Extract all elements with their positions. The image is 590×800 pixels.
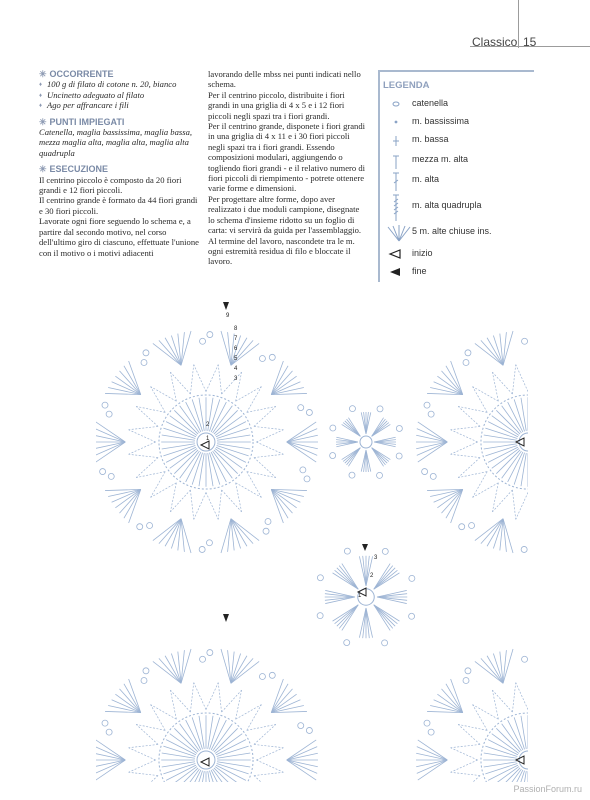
instructions-column-1 — [39, 69, 199, 258]
section-name: Classico — [472, 35, 518, 49]
round-label: 8 — [234, 326, 238, 332]
round-label: 3 — [374, 555, 378, 561]
legend-label: m. bassissima — [412, 116, 470, 126]
round-label: 7 — [234, 336, 238, 342]
slip-stitch-symbol-icon — [386, 116, 406, 128]
materials-item: ♦ Ago per affrancare i fili — [39, 100, 199, 110]
large-motif-bottom-right — [416, 649, 528, 782]
cluster-symbol-icon — [386, 224, 412, 242]
body-paragraph: Per progettare altre forme, dopo aver realizzato i due moduli campione, disegnate lo schema d'insieme ridotto su un foglio di carta: vi servirà da guida per l'assemblaggio. Al termine del lavoro, nascondete tra le m. ogni estremità residua di filo e bloccate il lavoro. — [208, 193, 362, 267]
round-label: 3 — [234, 376, 238, 382]
legend-title: LEGENDA — [383, 80, 430, 91]
round-label: 1 — [358, 593, 362, 599]
legend-label: m. bassa — [412, 134, 449, 144]
materials-item: ♦ 100 g di filato di cotone n. 20, bianco — [39, 79, 199, 89]
half-double-symbol-icon — [386, 154, 406, 170]
esecuzione-paragraph: Il centrino grande è formato da 44 fiori grandi e 30 fiori piccoli. — [39, 195, 198, 216]
legend-label: m. alta quadrupla — [412, 200, 482, 210]
materials-item: ♦ Uncinetto adeguato al filato — [39, 90, 199, 100]
esecuzione-title: ✳ ESECUZIONE — [39, 164, 109, 175]
double-crochet-symbol-icon — [386, 172, 406, 192]
instructions-column-2 — [208, 69, 368, 267]
round-label: 9 — [226, 313, 230, 319]
legend-label: catenella — [412, 98, 449, 108]
legend-top-rule — [378, 70, 534, 72]
chain-symbol-icon — [386, 98, 406, 110]
legend-box — [378, 70, 534, 282]
legend-label: 5 m. alte chiuse ins. — [412, 226, 492, 236]
watermark: PassionForum.ru — [513, 784, 582, 794]
round-label: 2 — [206, 422, 210, 428]
single-crochet-symbol-icon — [386, 134, 406, 148]
legend-label: m. alta — [412, 174, 440, 184]
body-paragraph: Per il centrino piccolo, distribuite i fiori grandi in una griglia di 4 x 5 e i 12 fiori piccoli negli spazi tra i fiori grandi. — [208, 89, 345, 121]
start-marker-icon — [201, 758, 209, 766]
quadruple-treble-symbol-icon — [386, 194, 406, 222]
round-label: 4 — [234, 366, 238, 372]
page-number: 15 — [523, 35, 537, 49]
end-marker-icon — [223, 302, 229, 310]
round-label: 2 — [370, 573, 374, 579]
legend-label: fine — [412, 266, 427, 276]
punti-title: ✳ PUNTI IMPIEGATI — [39, 116, 125, 127]
start-marker-icon — [386, 248, 406, 260]
round-label: 5 — [234, 356, 238, 362]
end-marker-icon — [362, 544, 368, 551]
round-label: 6 — [234, 346, 238, 352]
crochet-diagram — [96, 292, 528, 782]
body-paragraph: Per il centrino grande, disponete i fiori grandi in una griglia di 4 x 11 e i 30 fiori piccoli negli spazi tra i fiori grandi. Essendo composizioni modulari, aggiungendo o togliendo fiori grandi - e il relativo numero di fiori piccoli di riempimento - potrete ottenere varie forme e dimensioni. — [208, 121, 366, 194]
esecuzione-paragraph: Lavorate ogni fiore seguendo lo schema e, a partire dal secondo motivo, nel corso dell'ultimo giro di ciascuno, effettuate l'unione con il motivo o i motivi adiacenti — [39, 216, 199, 258]
end-marker-icon — [386, 266, 406, 278]
occorrente-title: ✳ OCCORRENTE — [39, 69, 114, 79]
small-motif-center — [317, 548, 415, 646]
start-marker-icon — [201, 441, 209, 449]
legend-label: mezza m. alta — [412, 154, 469, 164]
round-label: 1 — [206, 436, 210, 442]
header-divider — [518, 0, 519, 48]
large-motif-top-right — [416, 331, 528, 553]
large-motif-bottom-left — [96, 649, 318, 782]
esecuzione-paragraph: Il centrino piccolo è composto da 20 fiori grandi e 12 fiori piccoli. — [39, 174, 182, 196]
body-paragraph: lavorando delle mbss nei punti indicati nello schema. — [208, 69, 361, 90]
punti-text: Catenella, maglia bassissima, maglia bassa, mezza maglia alta, maglia alta, maglia alta quadrupla — [39, 127, 193, 158]
small-motif-top — [330, 406, 403, 479]
legend-side-rule — [378, 70, 380, 282]
legend-label: inizio — [412, 248, 433, 258]
end-marker-icon — [223, 614, 229, 622]
